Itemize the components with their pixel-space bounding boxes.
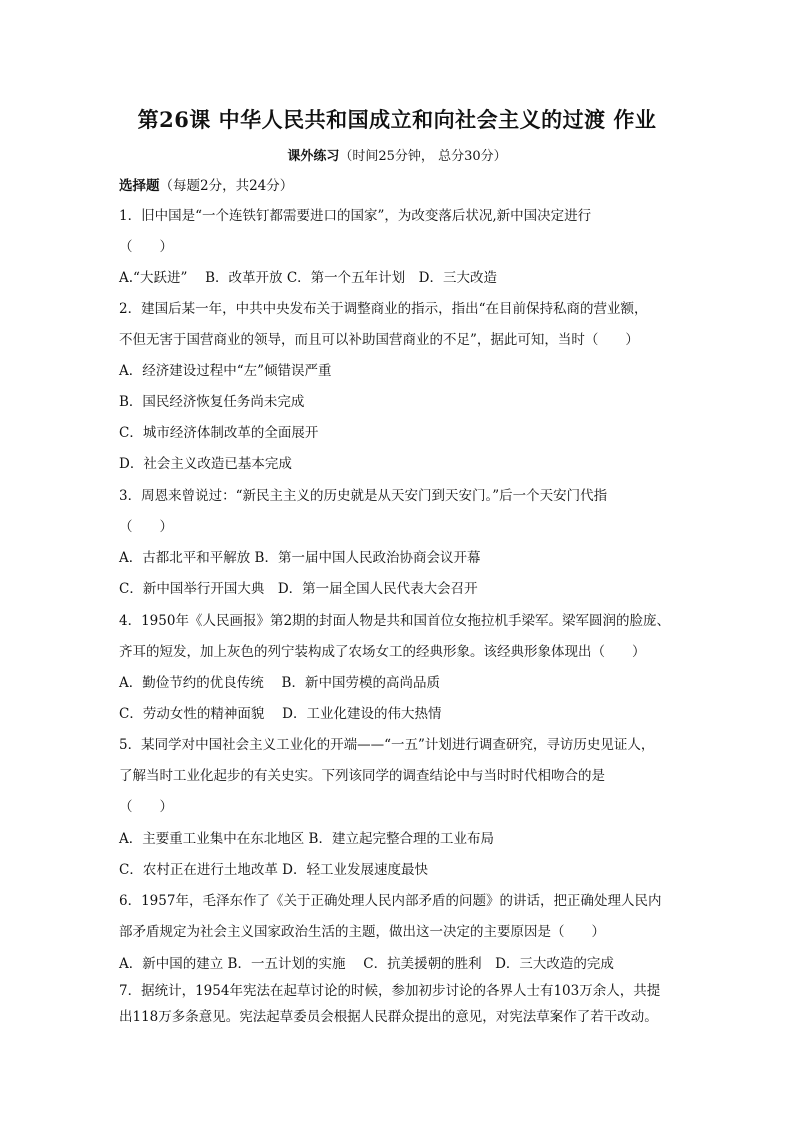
question-2-stem-cont: 不但无害于国营商业的领导，而且可以补助国营商业的不足”，据此可知，当时（ ）: [119, 332, 639, 348]
question-6-stem: 6．1957年，毛泽东作了《关于正确处理人民内部矛盾的问题》的讲话，把正确处理人民内: [119, 893, 662, 909]
question-1-blank: （ ）: [119, 239, 173, 255]
question-6-stem-cont: 部矛盾规定为社会主义国家政治生活的主题，做出这一决定的主要原因是（ ）: [119, 924, 605, 940]
question-2-option-d: D．社会主义改造已基本完成: [119, 456, 292, 472]
question-4-options-cd: C．劳动女性的精神面貌 D．工业化建设的伟大热情: [119, 706, 442, 722]
page-title: 第26课 中华人民共和国成立和向社会主义的过渡 作业: [137, 107, 657, 132]
section-heading: [119, 176, 689, 196]
question-2-option-b: B．国民经济恢复任务尚未完成: [119, 394, 305, 410]
section-heading-label: 选择题: [119, 178, 160, 194]
question-4-stem: 4．1950年《人民画报》第2期的封面人物是共和国首位女拖拉机手梁军。梁军圆润的脸庞、: [119, 613, 671, 629]
question-7-stem-cont: 出118万多条意见。宪法起草委员会根据人民群众提出的意见，对宪法草案作了若干改动。: [119, 1009, 658, 1025]
question-1-stem: 1．旧中国是“一个连铁钉都需要进口的国家”，为改变落后状况,新中国决定进行: [119, 208, 592, 224]
question-3-blank: （ ）: [119, 519, 173, 535]
question-3-stem: 3．周恩来曾说过：“新民主主义的历史就是从天安门到天安门。”后一个天安门代指: [119, 488, 608, 504]
question-5-blank: （ ）: [119, 799, 173, 815]
question-3-options-ab: A．古都北平和平解放 B．第一届中国人民政治协商会议开幕: [119, 550, 481, 566]
question-4-stem-cont: 齐耳的短发，加上灰色的列宁装构成了农场女工的经典形象。该经典形象体现出（ ）: [119, 644, 646, 660]
question-5-stem: 5．某同学对中国社会主义工业化的开端——“一五”计划进行调查研究，寻访历史见证人，: [119, 737, 655, 753]
question-1-options: A.“大跃进” B．改革开放 C．第一个五年计划 D．三大改造: [119, 270, 497, 286]
question-2-option-a: A．经济建设过程中“左”倾错误严重: [119, 363, 332, 379]
question-2-stem: 2．建国后某一年，中共中央发布关于调整商业的指示，指出“在目前保持私商的营业额，: [119, 301, 648, 317]
subtitle-label: 课外练习: [287, 149, 340, 164]
question-5-options-ab: A．主要重工业集中在东北地区 B．建立起完整合理的工业布局: [119, 831, 494, 847]
page-subtitle: [0, 145, 794, 164]
question-7-stem: 7．据统计，1954年宪法在起草讨论的时候，参加初步讨论的各界人士有103万余人，共提: [119, 983, 661, 999]
question-3-options-cd: C．新中国举行开国大典 D．第一届全国人民代表大会召开: [119, 581, 478, 597]
section-heading-note: （每题2分，共24分）: [159, 178, 294, 194]
question-4-options-ab: A．勤俭节约的优良传统 B．新中国劳模的高尚品质: [119, 675, 440, 691]
question-5-options-cd: C．农村正在进行土地改革 D．轻工业发展速度最快: [119, 862, 428, 878]
question-6-options: A．新中国的建立 B．一五计划的实施 C．抗美援朝的胜利 D．三大改造的完成: [119, 956, 614, 972]
subtitle-time-score: （时间25分钟， 总分30分）: [339, 149, 507, 164]
question-2-option-c: C．城市经济体制改革的全面展开: [119, 425, 319, 441]
question-5-stem-cont: 了解当时工业化起步的有关史实。下列该同学的调查结论中与当时时代相吻合的是: [119, 768, 605, 784]
